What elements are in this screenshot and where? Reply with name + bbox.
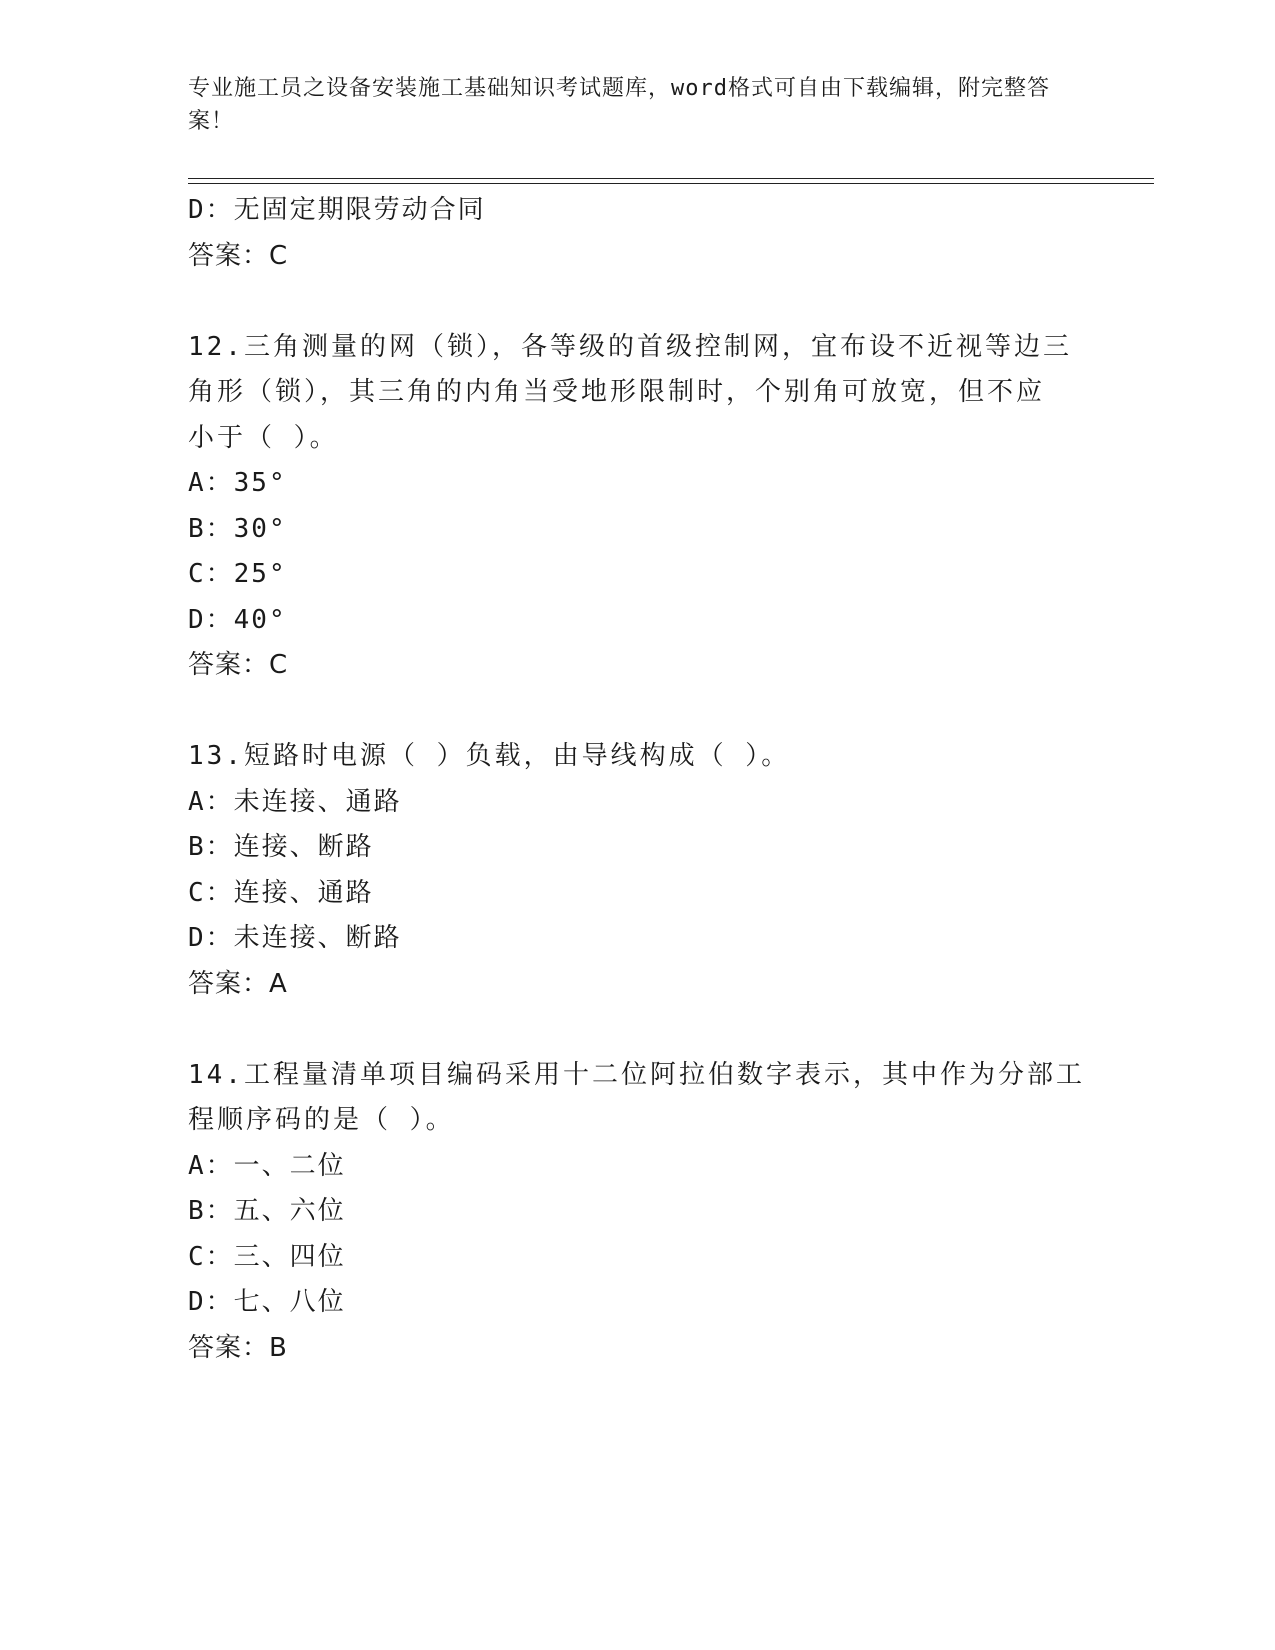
option-d: D：七、八位 (188, 1287, 346, 1317)
question-12 (188, 325, 1088, 689)
question-stem-line: 小于（ ）。 (188, 422, 339, 453)
question-stem-line: 13.短路时电源（ ）负载，由导线构成（ ）。 (188, 741, 791, 771)
option-a: A：一、二位 (188, 1150, 346, 1181)
answer: 答案：B (188, 1332, 288, 1363)
document-body (188, 188, 1088, 1371)
option-d: D：40° (188, 604, 287, 635)
option-b: B：连接、断路 (188, 832, 374, 862)
answer: 答案：A (188, 968, 288, 999)
option-b: B：五、六位 (188, 1196, 346, 1226)
question-stem-line: 14.工程量清单项目编码采用十二位阿拉伯数字表示，其中作为分部工 (188, 1059, 1085, 1090)
answer: 答案：C (188, 650, 289, 680)
prev-question-answer: 答案：C (188, 240, 289, 271)
option-d: D：未连接、断路 (188, 923, 402, 953)
option-a: A：未连接、通路 (188, 786, 402, 817)
question-stem-line: 程顺序码的是（ ）。 (188, 1105, 455, 1135)
prev-question-option-d: D：无固定期限劳动合同 (188, 195, 486, 225)
header-rule-bottom (188, 183, 1154, 184)
question-stem-line: 角形（锁），其三角的内角当受地形限制时，个别角可放宽，但不应 (188, 377, 1046, 407)
question-14 (188, 1053, 1088, 1372)
option-c: C：连接、通路 (188, 877, 374, 908)
question-13 (188, 734, 1088, 1007)
question-stem-line: 12.三角测量的网（锁），各等级的首级控制网，宜布设不近视等边三 (188, 331, 1072, 362)
header-rule-top (188, 178, 1154, 179)
spacer (188, 1007, 1088, 1053)
option-c: C：三、四位 (188, 1241, 346, 1272)
spacer (188, 689, 1088, 735)
option-a: A：35° (188, 468, 287, 498)
option-b: B：30° (188, 513, 287, 544)
option-c: C：25° (188, 559, 287, 589)
spacer (188, 279, 1088, 325)
document-header: 专业施工员之设备安装施工基础知识考试题库，word格式可自由下载编辑，附完整答案！ (188, 76, 1050, 134)
